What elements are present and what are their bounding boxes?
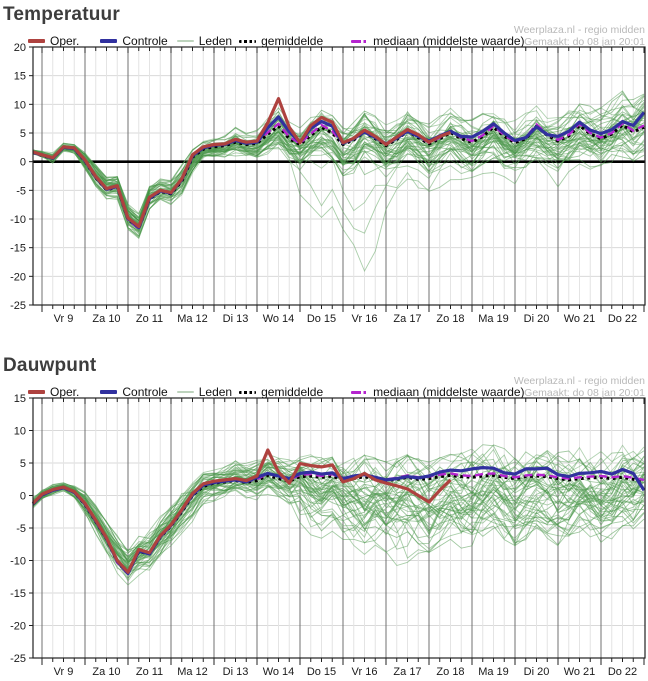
svg-text:20: 20	[13, 42, 26, 54]
legend-item-controle	[100, 385, 167, 399]
y-axis-labels	[10, 393, 26, 665]
svg-text:-20: -20	[10, 620, 26, 633]
watermark-source: Weerplaza.nl - regio midden	[513, 24, 645, 36]
legend-label-mediaan: mediaan (middelste waarde)	[373, 34, 525, 48]
ensemble-member-lines	[33, 91, 644, 271]
svg-text:-25: -25	[10, 653, 26, 665]
svg-text:Ma 12: Ma 12	[177, 666, 208, 678]
legend-item-oper	[28, 34, 79, 48]
legend-label-leden: Leden	[198, 385, 233, 399]
svg-text:Wo 14: Wo 14	[262, 313, 295, 325]
svg-text:-10: -10	[10, 214, 26, 226]
svg-text:Za 10: Za 10	[92, 313, 121, 325]
legend-item-oper	[28, 385, 79, 399]
svg-text:0: 0	[19, 490, 26, 503]
axis-ticks	[29, 398, 644, 665]
watermark-source: Weerplaza.nl - regio midden	[513, 375, 645, 387]
x-axis-labels	[54, 313, 638, 325]
watermark-temperature	[514, 25, 645, 48]
legend-label-controle: Controle	[122, 34, 168, 48]
svg-text:0: 0	[19, 156, 26, 169]
svg-text:10: 10	[13, 99, 26, 112]
svg-text:Zo 11: Zo 11	[135, 666, 164, 678]
svg-text:-10: -10	[10, 555, 26, 568]
svg-text:Di 20: Di 20	[523, 313, 550, 325]
legend-item-mediaan	[351, 34, 524, 48]
svg-text:Di 13: Di 13	[222, 666, 249, 678]
svg-text:-15: -15	[10, 588, 26, 600]
svg-text:Do 15: Do 15	[306, 313, 337, 325]
axis-ticks	[29, 47, 644, 312]
svg-text:5: 5	[19, 128, 26, 140]
svg-text:Za 10: Za 10	[92, 666, 121, 678]
svg-text:Za 17: Za 17	[393, 313, 422, 325]
legend-item-leden	[177, 34, 232, 48]
gemiddelde-line-swatch	[239, 40, 256, 43]
svg-text:Vr 16: Vr 16	[351, 313, 378, 325]
leden-line-swatch	[177, 40, 194, 42]
gemiddelde-line-swatch	[239, 391, 256, 394]
dewpoint-plot	[10, 393, 645, 678]
svg-text:Zo 18: Zo 18	[436, 313, 465, 325]
svg-text:Za 17: Za 17	[393, 666, 422, 678]
legend-item-gemiddelde	[239, 385, 323, 399]
svg-text:-25: -25	[10, 300, 26, 312]
legend-item-leden	[177, 385, 232, 399]
legend-item-gemiddelde	[239, 34, 323, 48]
svg-text:Di 13: Di 13	[222, 313, 249, 325]
svg-text:10: 10	[13, 425, 26, 438]
mediaan-line-swatch	[351, 391, 368, 394]
svg-text:Zo 11: Zo 11	[135, 313, 164, 325]
temperature-plot	[10, 42, 645, 325]
legend-label-leden: Leden	[198, 34, 233, 48]
svg-text:Zo 18: Zo 18	[436, 666, 465, 678]
legend-item-controle	[100, 34, 167, 48]
svg-text:-5: -5	[16, 523, 26, 535]
legend-label-gemiddelde: gemiddelde	[261, 385, 324, 399]
svg-text:Vr 9: Vr 9	[53, 313, 74, 325]
legend-label-oper: Oper.	[50, 34, 80, 48]
legend-dewpoint	[28, 385, 525, 399]
svg-text:Do 22: Do 22	[607, 313, 638, 325]
svg-text:Vr 16: Vr 16	[351, 666, 378, 678]
svg-text:Ma 12: Ma 12	[177, 313, 208, 325]
svg-text:Di 20: Di 20	[523, 666, 550, 678]
x-axis-labels	[54, 666, 638, 678]
svg-text:5: 5	[19, 458, 26, 470]
svg-text:15: 15	[13, 70, 26, 83]
svg-text:Ma 19: Ma 19	[478, 666, 509, 678]
legend-temperature	[28, 34, 525, 48]
watermark-created: Gemaakt: do 08 jan 20:01	[524, 35, 645, 48]
svg-text:Do 15: Do 15	[306, 666, 337, 678]
svg-text:Wo 21: Wo 21	[563, 666, 596, 678]
watermark-created: Gemaakt: do 08 jan 20:01	[524, 386, 645, 399]
leden-line-swatch	[177, 391, 194, 393]
legend-label-gemiddelde: gemiddelde	[261, 34, 324, 48]
controle-line-swatch	[100, 39, 117, 43]
svg-text:Ma 19: Ma 19	[478, 313, 509, 325]
grid	[33, 47, 645, 305]
mediaan-line-swatch	[351, 40, 368, 43]
svg-text:Wo 14: Wo 14	[262, 666, 295, 678]
oper-line-swatch	[28, 39, 45, 43]
svg-text:15: 15	[13, 393, 26, 405]
plot-frame	[33, 47, 645, 305]
chart-title-temperature: Temperatuur	[3, 4, 120, 25]
svg-text:-20: -20	[10, 271, 26, 284]
svg-text:Do 22: Do 22	[607, 666, 638, 678]
chart-title-dewpoint: Dauwpunt	[3, 355, 97, 376]
legend-item-mediaan	[351, 385, 524, 399]
svg-text:-5: -5	[16, 185, 26, 198]
legend-label-oper: Oper.	[50, 385, 80, 399]
watermark-dewpoint	[514, 376, 645, 399]
oper-line-swatch	[28, 390, 45, 394]
svg-text:Vr 9: Vr 9	[53, 666, 74, 678]
controle-line-swatch	[100, 390, 117, 394]
svg-text:Wo 21: Wo 21	[563, 313, 596, 325]
ensemble-member-lines	[33, 445, 644, 585]
svg-text:-15: -15	[10, 242, 26, 255]
legend-label-controle: Controle	[122, 385, 168, 399]
y-axis-labels	[10, 42, 26, 312]
legend-label-mediaan: mediaan (middelste waarde)	[373, 385, 525, 399]
